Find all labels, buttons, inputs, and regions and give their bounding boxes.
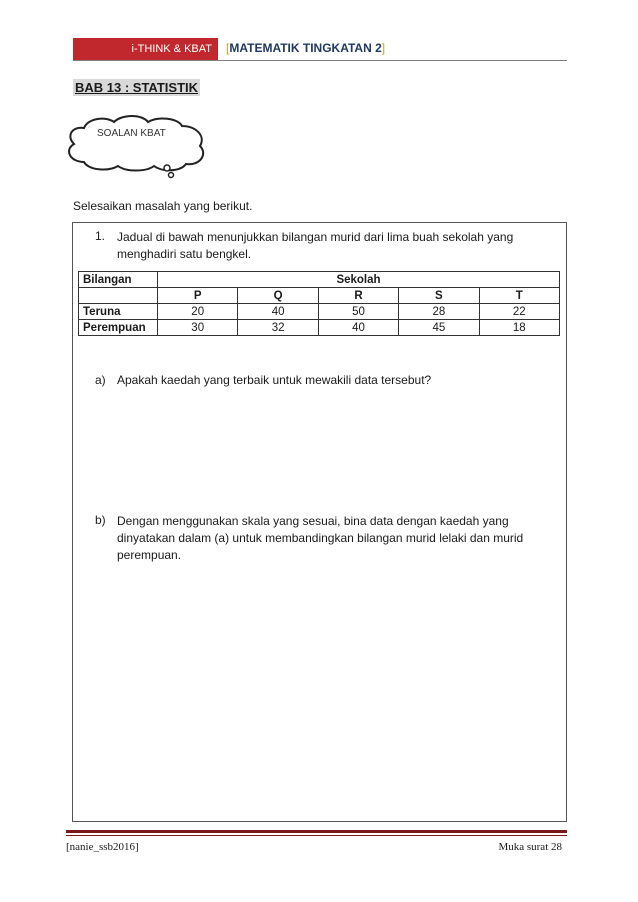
header-title: [226, 41, 385, 55]
header-title-text: MATEMATIK TINGKATAN 2: [229, 41, 382, 55]
table-cell: 18: [479, 320, 559, 336]
table-col-header: S: [399, 288, 479, 304]
part-b-text: Dengan menggunakan skala yang sesuai, bina data dengan kaedah yang dinyatakan dalam (a) untuk membandingkan bilangan murid lelaki dan murid perempuan.: [117, 514, 524, 562]
page-number: Muka surat 28: [498, 841, 562, 853]
footer-rule-thin: [66, 835, 567, 836]
table-row: [79, 304, 560, 320]
table-row: [79, 320, 560, 336]
thought-bubble-icon: [66, 114, 208, 180]
table-cell: 28: [399, 304, 479, 320]
instruction-text: Selesaikan masalah yang berikut.: [73, 199, 253, 213]
table-col-header: T: [479, 288, 559, 304]
chapter-heading: BAB 13 : STATISTIK: [75, 80, 199, 95]
thought-bubble-label: SOALAN KBAT: [97, 128, 166, 139]
table-col-header: R: [318, 288, 398, 304]
data-table: [78, 271, 560, 336]
table-col-group: Sekolah: [158, 272, 560, 288]
table-header-row: [79, 272, 560, 288]
table-cell: 32: [238, 320, 318, 336]
footer-author: [nanie_ssb2016]: [66, 841, 139, 853]
header-rule: [73, 60, 567, 61]
question-number: 1.: [95, 229, 106, 243]
table-col-header: P: [158, 288, 238, 304]
table-cell: [79, 288, 158, 304]
question-text: Jadual di bawah menunjukkan bilangan murid dari lima buah sekolah yang menghadiri satu bengkel.: [117, 230, 514, 261]
table-row-header: Bilangan: [79, 272, 158, 288]
part-b-label: b): [95, 513, 106, 527]
footer-rule: [66, 830, 567, 833]
part-a-label: a): [95, 373, 106, 387]
header-bracket-close: ]: [381, 41, 386, 55]
table-cell: 40: [318, 320, 398, 336]
table-col-header: Q: [238, 288, 318, 304]
table-row-label: Perempuan: [79, 320, 158, 336]
header-badge-text: i-THINK & KBAT: [131, 43, 212, 55]
table-cell: 20: [158, 304, 238, 320]
table-cell: 40: [238, 304, 318, 320]
table-cell: 22: [479, 304, 559, 320]
header-bracket-open: [: [226, 41, 230, 55]
table-cell: 30: [158, 320, 238, 336]
table-row-label: Teruna: [79, 304, 158, 320]
header-badge: [73, 38, 218, 60]
table-column-row: [79, 288, 560, 304]
part-a-text: Apakah kaedah yang terbaik untuk mewakili data tersebut?: [117, 373, 432, 387]
table-cell: 45: [399, 320, 479, 336]
table-cell: 50: [318, 304, 398, 320]
